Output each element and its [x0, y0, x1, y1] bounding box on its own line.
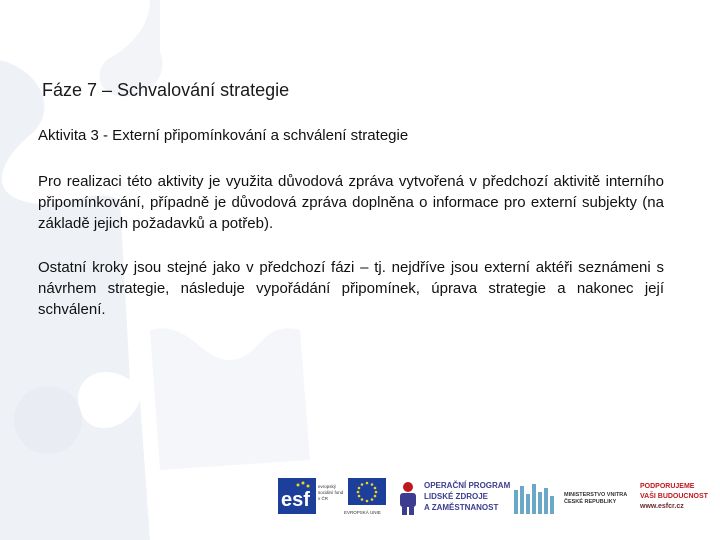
- ministry-name: [564, 492, 627, 506]
- eu-flag-icon: [348, 478, 386, 505]
- paragraph-2: Ostatní kroky jsou stejné jako v předchozí fázi – tj. nejdříve jsou externí aktéři seznámeni s návrhem strategie, následuje vypořádání připomínek, úprava strategie a nakonec její schválení.: [38, 259, 664, 318]
- slogan-line-1: PODPORUJEME: [640, 483, 695, 490]
- esfcr-url: www.esfcr.cz: [640, 503, 684, 510]
- op-line-1: OPERAČNÍ PROGRAM: [424, 481, 511, 490]
- footer-logo-strip: [278, 476, 718, 522]
- slogan-line-2: VAŠI BUDOUCNOST: [640, 493, 708, 500]
- esf-caption: evropský sociální fond v ČR: [318, 484, 344, 501]
- esf-logo-icon: [278, 478, 316, 514]
- ministry-line-1: MINISTERSTVO VNITRA: [564, 492, 628, 498]
- op-lidske-zdroje-icon: [396, 480, 420, 516]
- ministry-logo-icon: [514, 482, 554, 516]
- slide-title: Fáze 7 – Schvalování strategie: [42, 80, 290, 100]
- esfcr-slogan: [640, 482, 708, 512]
- eu-caption: EVROPSKÁ UNIE: [344, 510, 381, 515]
- op-program-name: [424, 480, 510, 513]
- svg-text:esf: esf: [281, 489, 310, 511]
- paragraph-1: Pro realizaci této aktivity je využita důvodová zpráva vytvořená v předchozí aktivitě interního připomínkování, případně je důvodová zpráva doplněna o informace pro externí subjekty (na základě jejich požadavků a potřeb).: [38, 173, 664, 232]
- activity-heading: Aktivita 3 - Externí připomínkování a schválení strategie: [38, 127, 409, 144]
- op-line-3: A ZAMĚSTNANOST: [424, 503, 499, 512]
- ministry-line-2: ČESKÉ REPUBLIKY: [564, 499, 617, 505]
- op-line-2: LIDSKÉ ZDROJE: [424, 492, 489, 501]
